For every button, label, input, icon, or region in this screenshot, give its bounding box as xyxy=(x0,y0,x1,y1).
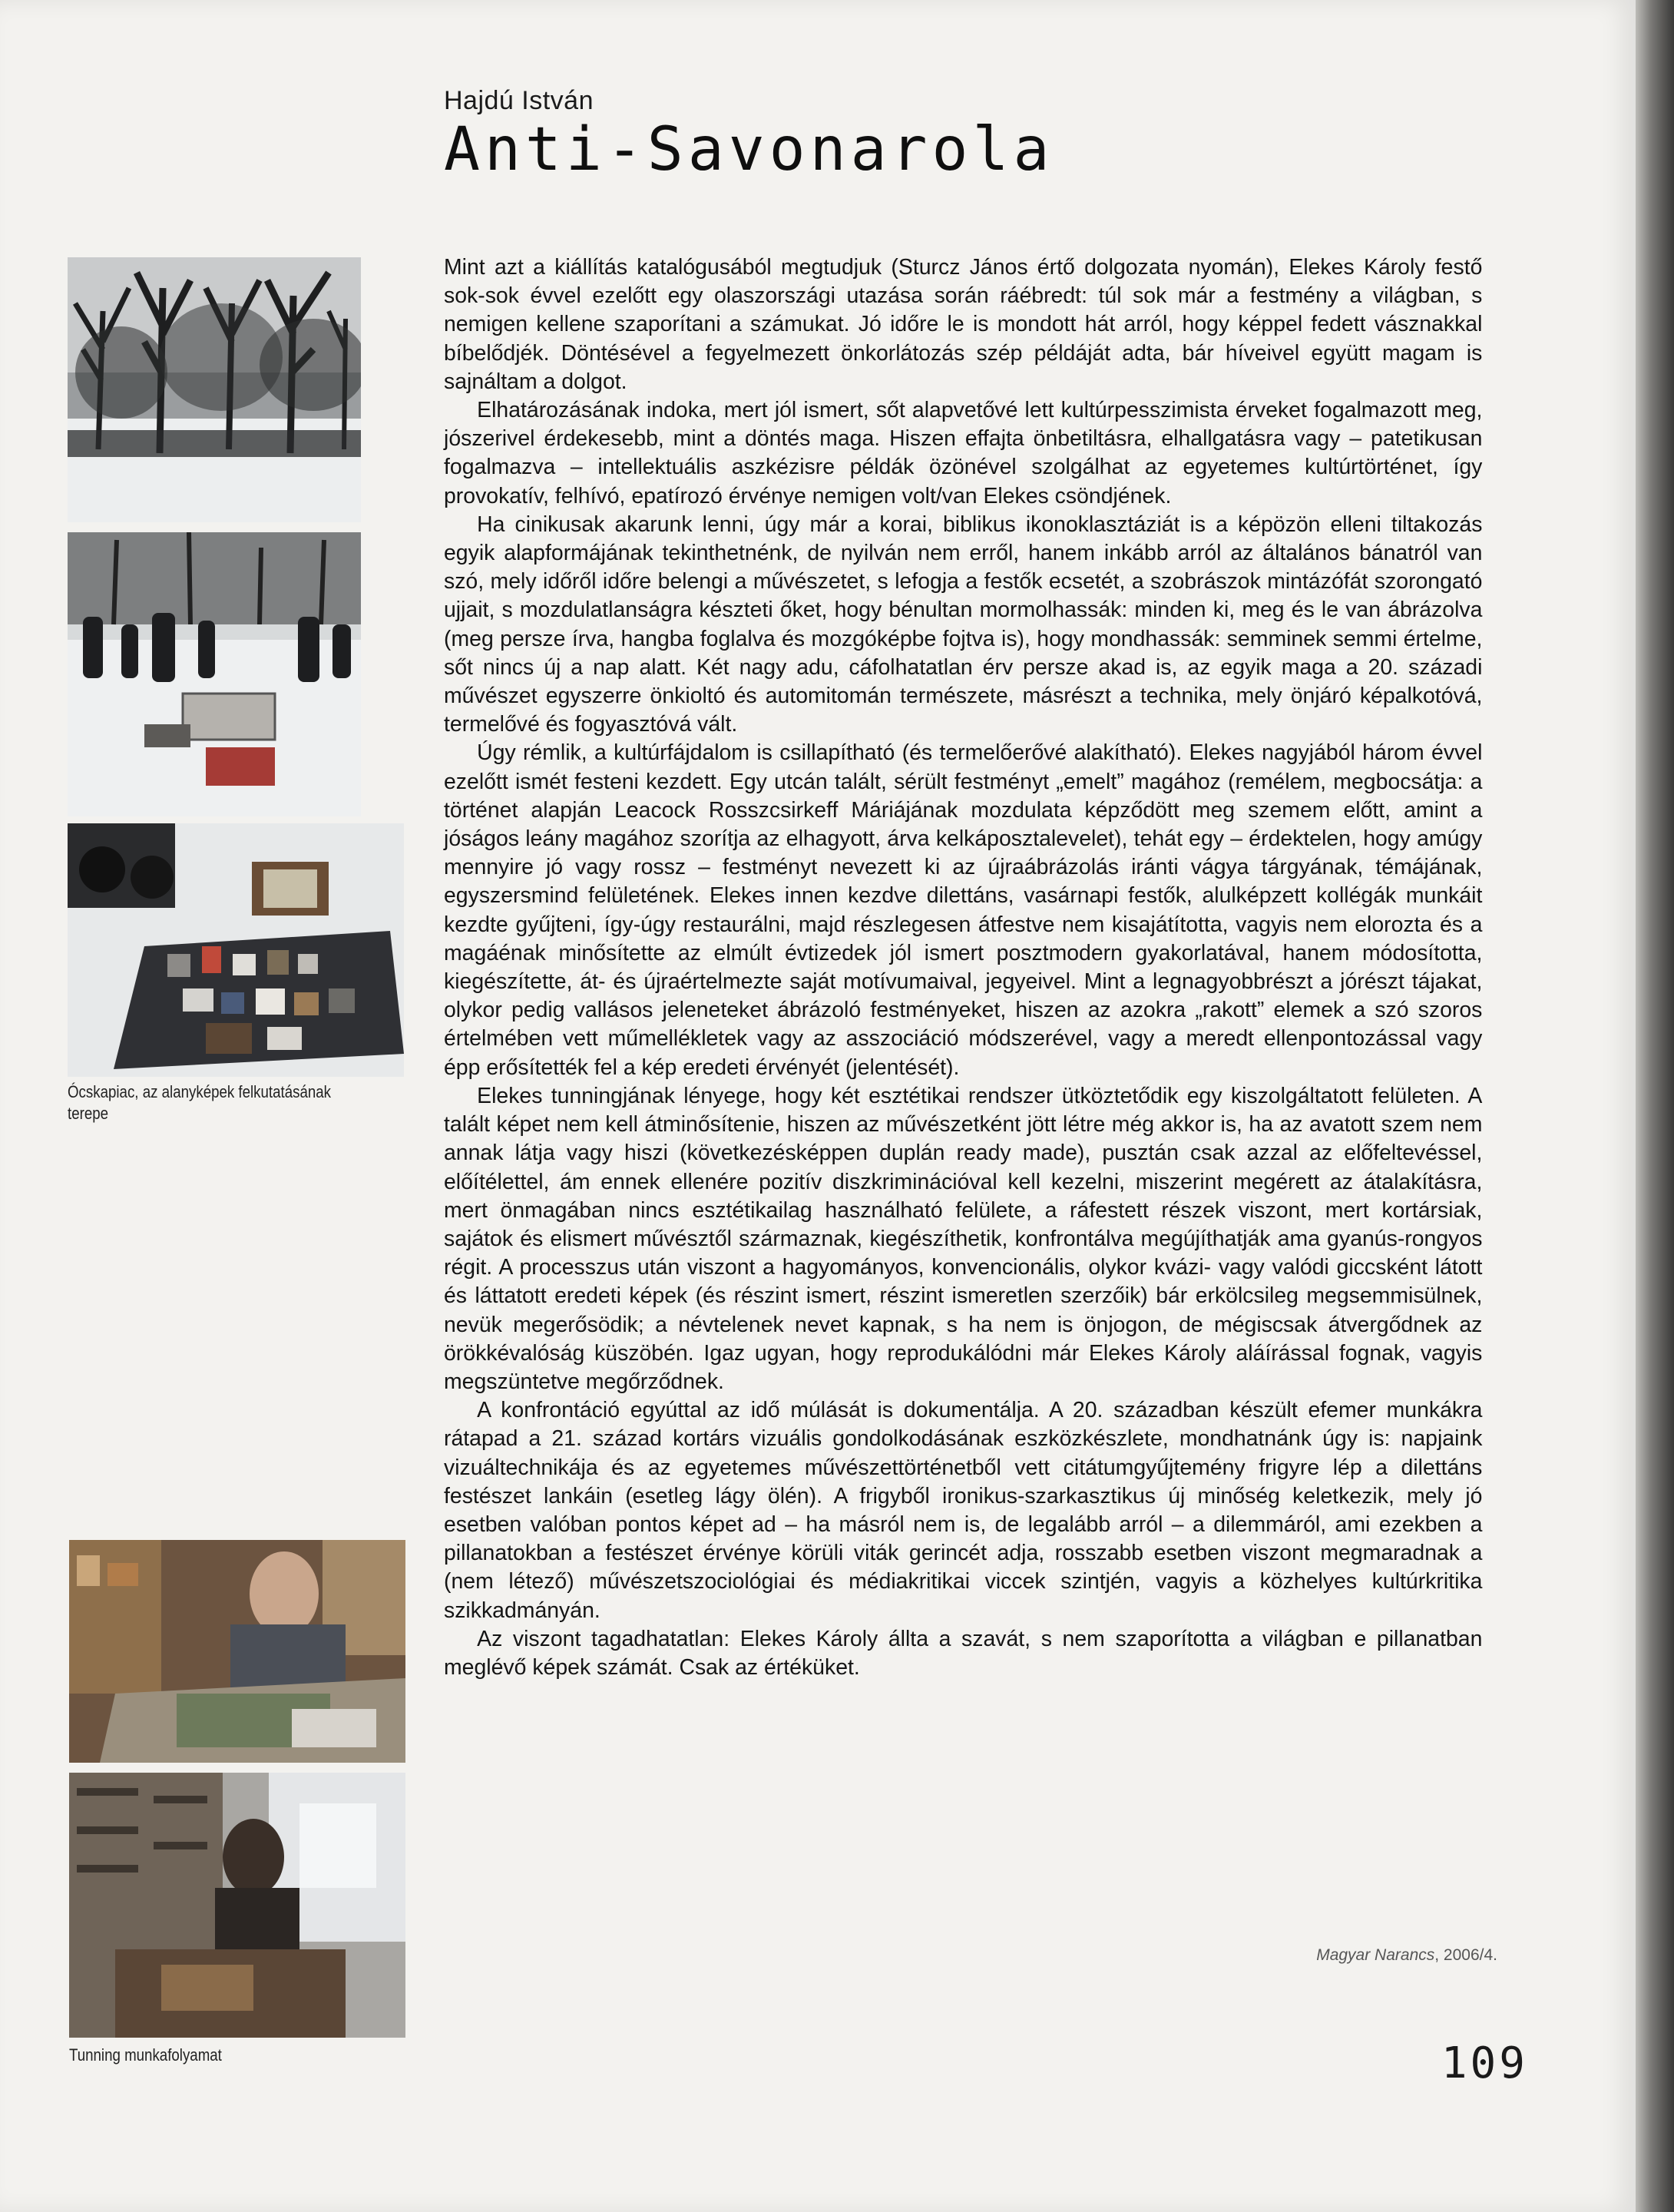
paragraph: Ha cinikusak akarunk lenni, úgy már a korai, biblikus ikonoklasztáziát is a képözön elleni tiltakozás egyik alapformájának tekinthetnénk, de nyilván nem erről, hanem inkább arról az általános bánatról van szó, mely időről időre belengi a művészetet, s lefogja a festők ecsetét, a szobrászok mintázófát szorongató ujjait, s mozdulatlanságra készteti őket, hogy bénultan mormolhassák: minden ki, meg és le van ábrázolva (meg persze írva, hangba foglalva és mozgóképbe fojtva is), hogy mondhassák: semminek semmi értelme, sőt nincs új a nap alatt. Két nagy adu, cáfolhatatlan érv persze akad is, az egyik maga a 20. századi művészet egyszerre önkioltó és automitomán természete, másrészt a technika, mely önjáró képalkotóvá, termelővé és fogyasztóvá vált. xyxy=(444,512,1483,737)
paragraph: Úgy rémlik, a kultúrfájdalom is csillapítható (és termelőerővé alakítható). Elekes nagyjából három évvel ezelőtt ismét festeni kezdett. Egy utcán talált, sérült festményt „emelt” magához (remélem, megbocsátja: a történet alapján Leacock Rosszcsirkeff Máriájának mozdulata képződött meg szemem előtt, amint a jóságos leány magához szorítja az elhagyott, árva kelkáposztalevelet), tehát egy – érdektelen, hogy amúgy mennyire jó vagy rossz – festményt nevezett ki az újraábrázolás iránti vágya tárgyának, témájának, egyszersmind felületének. Elekes innen kezdve dilettáns, vasárnapi festők, alulképzett kollégák munkáit kezdte gyűjteni, így-úgy restaurálni, majd részlegesen átfestve nem kisajátította, vagyis nem elorozta és a magáénak minősítette az elmúlt évtizedek jól ismert posztmodern gyakorlatával, hanem módosította, kiegészítette, át- és újraértelmezte saját motívumaival, jegyeivel. Mint a legnagyobbrészt a jórészt tájakat, olykor pedig vallásos jeleneteket ábrázoló festményeket, hiszen az azokra „rakott” elemek a szó szoros értelmében vett műmellékletek vagy az asszociáció módszerével, vagy a meredt ellenpontozással vagy épp erősítették fel a kép eredeti érvényét (jelentését). xyxy=(444,740,1483,1080)
flea-market-goods-photo xyxy=(68,823,404,1077)
flea-market-crowd-photo xyxy=(68,532,361,816)
paragraph: Elhatározásának indoka, mert jól ismert, sőt alapvetővé lett kultúrpesszimista érveket fogalmazott meg, jószerivel érdekesebb, mint a döntés maga. Hiszen effajta önbetiltásra, elhallgatásra vagy – patetikusan fogalmazva – intellektuális aszkézisre példák özönével szolgálhat az egyetemes kultúrtörténet, így provokatív, felhívó, epatírozó érvénye nemigen volt/van Elekes csöndjének. xyxy=(444,398,1483,508)
paragraph: A konfrontáció egyúttal az idő múlását is dokumentálja. A 20. században készült efemer munkákra rátapad a 21. század kortárs vizuális gondolkodásának eszközkészlete, mondhatnánk úgy is: napjaink vizuáltechnikája és az egyetemes művészettörténetből vett citátumgyűjtemény frigyre lép a dilettáns festészet lankáin (esetleg lágy ölén). A frigyből ironikus-szarkasztikus új minőség keletkezik, mely jó esetben valóban pontos képet ad – ha másról nem is, de legalább arról – a dilemmáról, ami ezekben a pillanatokban a festészet érvénye körüli viták gerincét adja, rosszabb esetben viszont megmaradnak a (nem létező) művészetszociológiai és médiakritikai viccek szintjén, vagyis a közhelyes kultúrkritika szikkadmányán. xyxy=(444,1398,1483,1623)
paragraph: Elekes tunningjának lényege, hogy két esztétikai rendszer ütköztetődik egy kiszolgáltatott felületen. A talált képet nem kell átminősítenie, hiszen az művészetként jött létre még akkor is, ha az avatott szem nem annak látja vagy hiszi (következésképpen duplán ready made), pusztán csak azzal az előfeltevéssel, előítélettel, ám ennek ellenére pozitív diszkriminációval kell kezelni, miszerint megérett az átalakításra, mert önmagában nincs esztétikailag használható felülete, a ráfestett részek viszont, mert kortársiak, sajátok és elismert művésztől származnak, kiegészíthetik, konfrontálva megújíthatják ama gyanús-rongyos régit. A processzus után viszont a hagyományos, konvencionális, olykor kvázi- vagy valódi giccsként látott és láttatott eredeti képek (és részint ismert, részint ismeretlen szerzőik) bár erkölcsileg megsemmisülnek, nevük megerősödik; a névtelenek nevet kapnak, s ha nem is önjogon, de mégiscsak átvergődnek az örökkévalóság küszöbén. Igaz ugyan, hogy reprodukálódni már Elekes Károly aláírással fognak, vagyis megszüntetve megőrződnek. xyxy=(444,1083,1483,1394)
page-number: 109 xyxy=(1441,2038,1528,2088)
article-title: Anti-Savonarola xyxy=(444,115,1054,184)
caption-flea-market: Ócskapiac, az alanyképek felkutatásának terepe xyxy=(68,1082,332,1123)
snowy-park-trees-photo xyxy=(68,257,361,522)
workshop-interior-photo xyxy=(69,1773,405,2038)
paragraph: Mint azt a kiállítás katalógusából megtudjuk (Sturcz János értő dolgozata nyomán), Elekes Károly festő sok-sok évvel ezelőtt egy olaszországi utazása során ráébredt: túl sok már a festmény a világban, s nemigen kellene szaporítani a számukat. Jó időre le is mondott hát arról, hogy képpel fedett vásznakkal bíbelődjék. Döntésével a fegyelmezett önkorlátozás szép példáját adta, bár híveivel együtt magam is sajnáltam a dolgot. xyxy=(444,255,1483,394)
source-publication: Magyar Narancs xyxy=(1316,1946,1435,1964)
source-citation xyxy=(1305,1946,1497,1965)
painter-workbench-illustration xyxy=(69,1540,405,1763)
article-body xyxy=(444,253,1482,1682)
source-issue: , 2006/4. xyxy=(1434,1946,1497,1964)
workshop-interior-illustration xyxy=(69,1773,405,2038)
adjacent-page-edge xyxy=(1636,0,1674,2212)
snowy-park-illustration xyxy=(68,257,361,522)
author-name: Hajdú István xyxy=(444,86,594,115)
flea-market-crowd-illustration xyxy=(68,532,361,816)
flea-market-goods-illustration xyxy=(68,823,404,1077)
caption-tuning: Tunning munkafolyamat xyxy=(69,2045,222,2065)
painter-at-workbench-photo xyxy=(69,1540,405,1763)
paragraph: Az viszont tagadhatatlan: Elekes Károly állta a szavát, s nem szaporította a világban e pillanatban meglévő képek számát. Csak az értéküket. xyxy=(444,1626,1483,1680)
